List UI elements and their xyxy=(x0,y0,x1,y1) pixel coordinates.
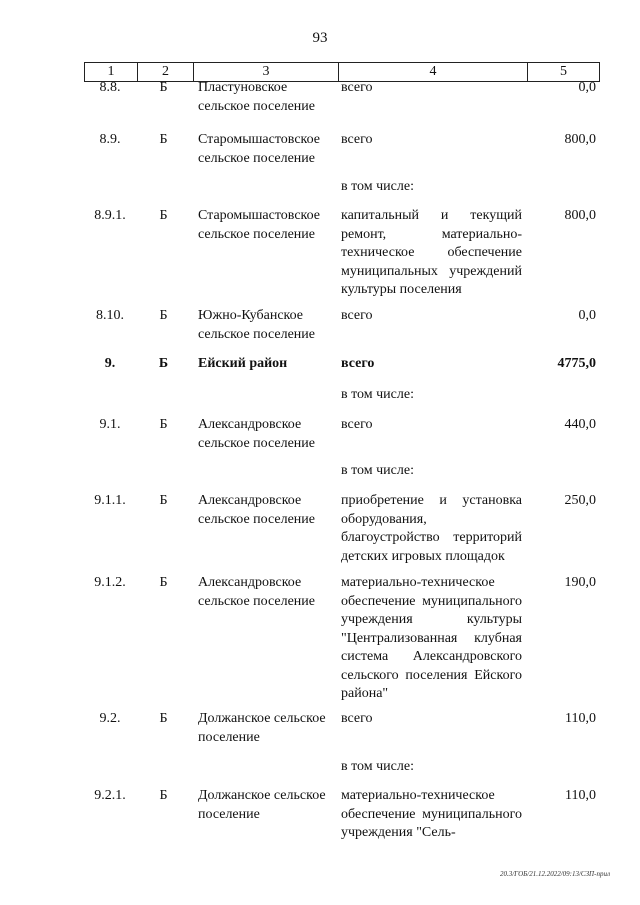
row-number: 9.1.1. xyxy=(94,493,126,508)
row-description: всего xyxy=(341,132,373,147)
row-description: в том числе: xyxy=(341,759,414,774)
row-amount: 190,0 xyxy=(564,575,596,590)
row-category: Б xyxy=(159,575,168,590)
row-settlement: Александровское сельское поселение xyxy=(198,493,315,527)
column-header-5: 5 xyxy=(560,64,567,79)
column-header-3: 3 xyxy=(194,63,339,81)
row-description: в том числе: xyxy=(341,387,414,402)
row-number: 8.8. xyxy=(99,80,121,95)
row-amount: 800,0 xyxy=(564,208,596,223)
row-description: в том числе: xyxy=(341,463,414,478)
page-number: 93 xyxy=(312,30,328,46)
row-description: капитальный и текущий ремонт, материально-техническое обеспечение муниципальных учреждений культуры поселения xyxy=(341,208,522,297)
row-amount: 440,0 xyxy=(564,417,596,432)
row-category: Б xyxy=(159,788,168,803)
column-header-2: 2 xyxy=(138,63,194,81)
row-number: 9.1. xyxy=(99,417,121,432)
row-number: 8.10. xyxy=(96,308,124,323)
row-category: Б xyxy=(159,493,168,508)
row-settlement: Должанское сельское поселение xyxy=(198,788,326,822)
row-number: 9.2. xyxy=(99,711,121,726)
row-number: 8.9. xyxy=(99,132,121,147)
row-amount: 0,0 xyxy=(578,308,596,323)
row-category: Б xyxy=(159,208,168,223)
row-description: материально-техническое обеспечение муниципального учреждения культуры "Централизованная клубная система Александровского сельского поселения Ейского района" xyxy=(341,575,522,701)
row-category: Б xyxy=(159,308,168,323)
row-amount: 800,0 xyxy=(564,132,596,147)
row-category: Б xyxy=(159,711,168,726)
row-category: Б xyxy=(159,417,168,432)
row-category: Б xyxy=(158,356,169,371)
row-settlement: Александровское сельское поселение xyxy=(198,417,315,451)
row-settlement: Старомышастовское сельское поселение xyxy=(198,208,321,242)
row-amount: 110,0 xyxy=(565,788,596,803)
row-amount: 250,0 xyxy=(564,493,596,508)
column-header-1: 1 xyxy=(85,63,138,81)
row-amount: 4775,0 xyxy=(557,356,596,371)
row-category: Б xyxy=(159,80,168,95)
row-amount: 0,0 xyxy=(578,80,596,95)
row-settlement: Александровское сельское поселение xyxy=(198,575,315,609)
row-settlement: Пластуновское сельское поселение xyxy=(198,80,315,114)
row-settlement: Старомышастовское сельское поселение xyxy=(198,132,321,166)
row-amount: 110,0 xyxy=(565,711,596,726)
row-number: 9.1.2. xyxy=(94,575,126,590)
row-description: всего xyxy=(341,308,373,323)
document-footer-code: 20.3/ГОБ/21.12.2022/09:13/СЗП-прил xyxy=(499,870,610,878)
row-description: всего xyxy=(341,356,375,371)
row-settlement: Должанское сельское поселение xyxy=(198,711,326,745)
row-description: в том числе: xyxy=(341,179,414,194)
row-settlement: Южно-Кубанское сельское поселение xyxy=(198,308,315,342)
row-number: 8.9.1. xyxy=(94,208,126,223)
row-description: всего xyxy=(341,417,373,432)
row-category: Б xyxy=(159,132,168,147)
row-description: приобретение и установка оборудования, благоустройство территорий детских игровых площадок xyxy=(341,493,522,564)
row-description: всего xyxy=(341,80,373,95)
row-description: материально-техническое обеспечение муниципального учреждения "Сель- xyxy=(341,788,522,840)
row-number: 9. xyxy=(104,356,116,371)
row-number: 9.2.1. xyxy=(94,788,126,803)
row-settlement: Ейский район xyxy=(198,356,288,371)
column-header-4: 4 xyxy=(339,63,528,81)
row-description: всего xyxy=(341,711,373,726)
